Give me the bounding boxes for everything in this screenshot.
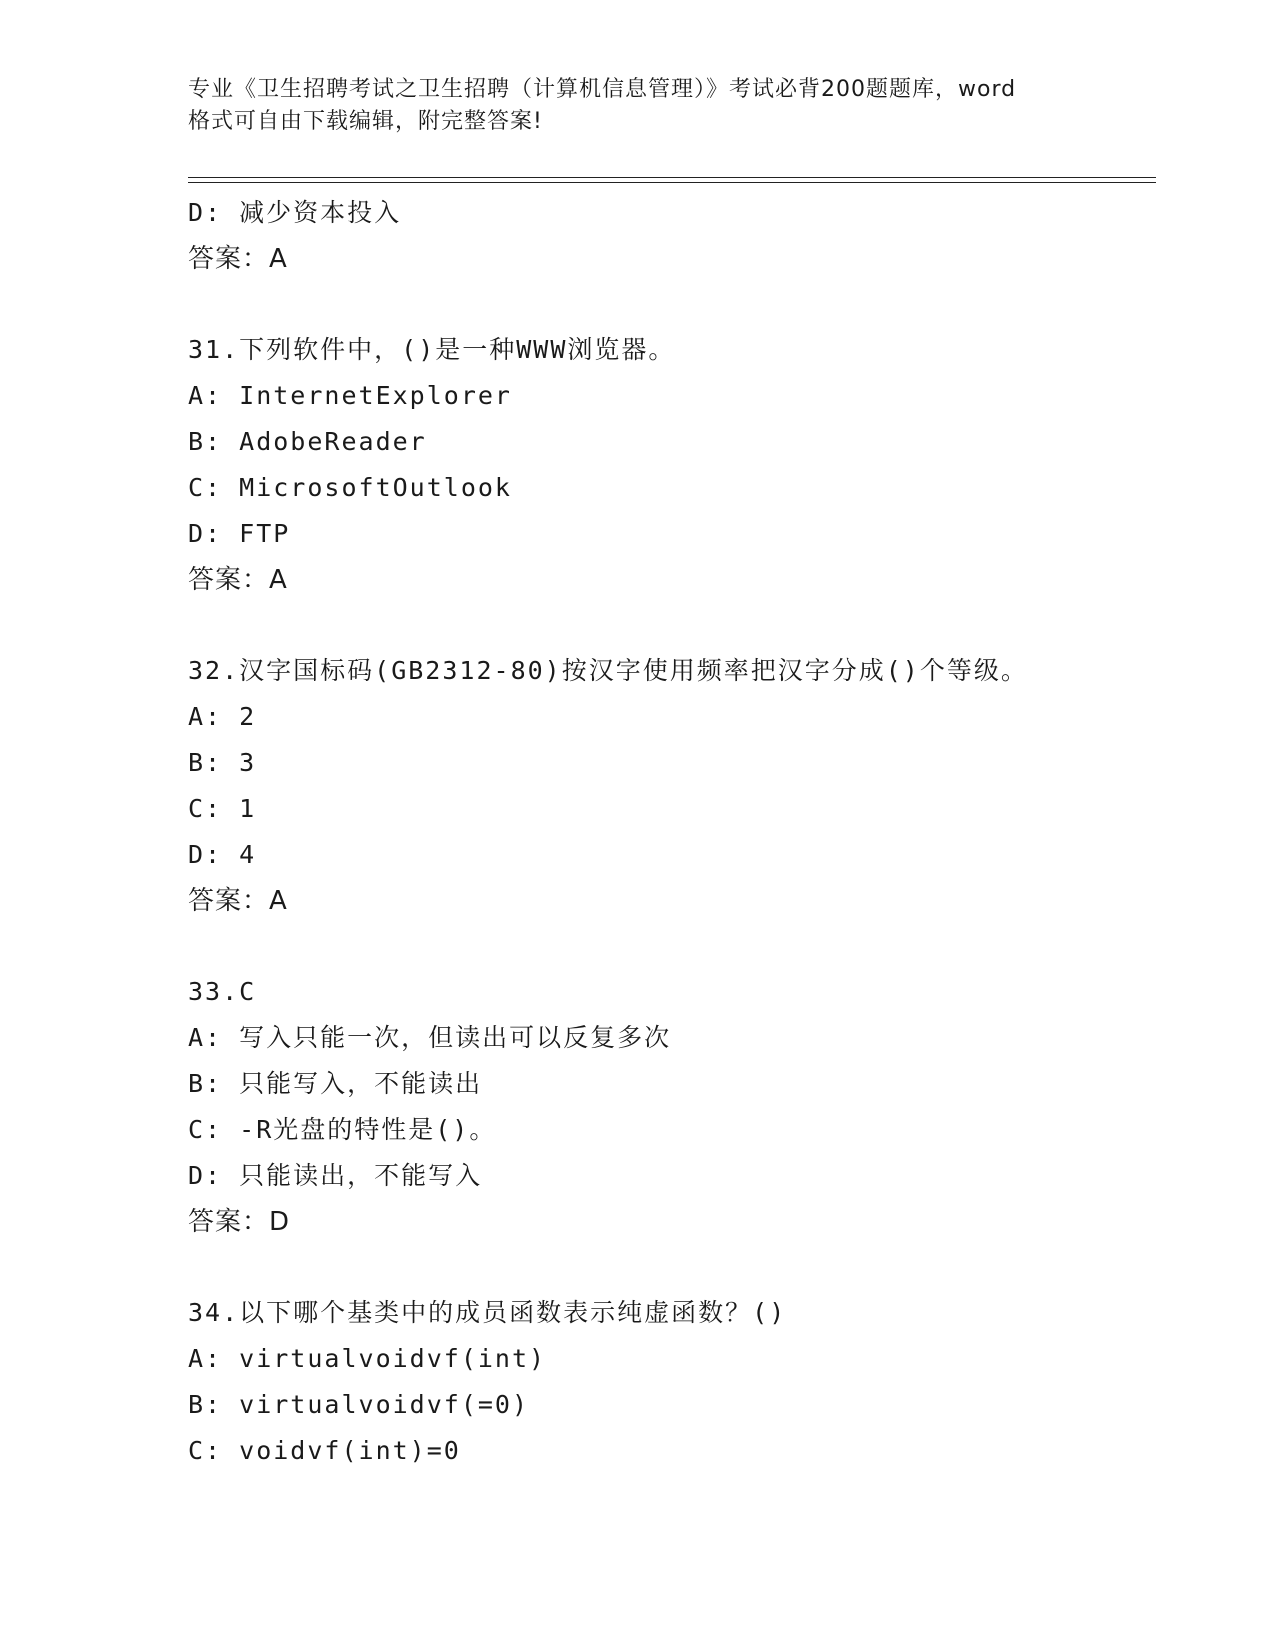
question-option: C: -R光盘的特性是()。 bbox=[188, 1115, 497, 1144]
question-option: D: FTP bbox=[188, 519, 291, 548]
question-block bbox=[188, 327, 1156, 603]
header-line-2: 格式可自由下载编辑，附完整答案! bbox=[188, 109, 543, 134]
question-option: B: 3 bbox=[188, 748, 257, 777]
question-stem: 34.以下哪个基类中的成员函数表示纯虚函数？() bbox=[188, 1298, 787, 1327]
question-option: A: 2 bbox=[188, 702, 257, 731]
header-line-1: 专业《卫生招聘考试之卫生招聘（计算机信息管理）》考试必背200题题库，word bbox=[188, 77, 1017, 102]
question-option: A: InternetExplorer bbox=[188, 381, 512, 410]
question-stem: 31.下列软件中，()是一种WWW浏览器。 bbox=[188, 335, 676, 364]
question-block bbox=[188, 1290, 1156, 1474]
question-option: D: 只能读出，不能写入 bbox=[188, 1161, 483, 1190]
question-block bbox=[188, 190, 1156, 282]
block-spacer bbox=[188, 282, 1156, 327]
block-spacer bbox=[188, 603, 1156, 648]
question-option: B: AdobeReader bbox=[188, 427, 427, 456]
question-stem: 33.C bbox=[188, 977, 257, 1006]
question-option: C: 1 bbox=[188, 794, 257, 823]
answer-line: 答案：A bbox=[188, 886, 288, 916]
question-option: A: 写入只能一次，但读出可以反复多次 bbox=[188, 1023, 672, 1052]
question-option: B: virtualvoidvf(=0) bbox=[188, 1390, 530, 1419]
question-option: D: 4 bbox=[188, 840, 257, 869]
answer-line: 答案：A bbox=[188, 565, 288, 595]
question-option: C: voidvf(int)=0 bbox=[188, 1436, 461, 1465]
document-header bbox=[188, 74, 1088, 138]
question-list bbox=[188, 190, 1156, 1474]
question-block bbox=[188, 648, 1156, 924]
question-block bbox=[188, 969, 1156, 1245]
question-option: C: MicrosoftOutlook bbox=[188, 473, 512, 502]
block-spacer bbox=[188, 924, 1156, 969]
answer-line: 答案：A bbox=[188, 244, 288, 274]
header-divider-top bbox=[188, 177, 1156, 178]
block-spacer bbox=[188, 1245, 1156, 1290]
question-option: D: 减少资本投入 bbox=[188, 198, 402, 227]
question-option: B: 只能写入，不能读出 bbox=[188, 1069, 483, 1098]
question-stem: 32.汉字国标码(GB2312-80)按汉字使用频率把汉字分成()个等级。 bbox=[188, 656, 1028, 685]
header-divider-bottom bbox=[188, 182, 1156, 183]
question-option: A: virtualvoidvf(int) bbox=[188, 1344, 547, 1373]
answer-line: 答案：D bbox=[188, 1207, 291, 1237]
